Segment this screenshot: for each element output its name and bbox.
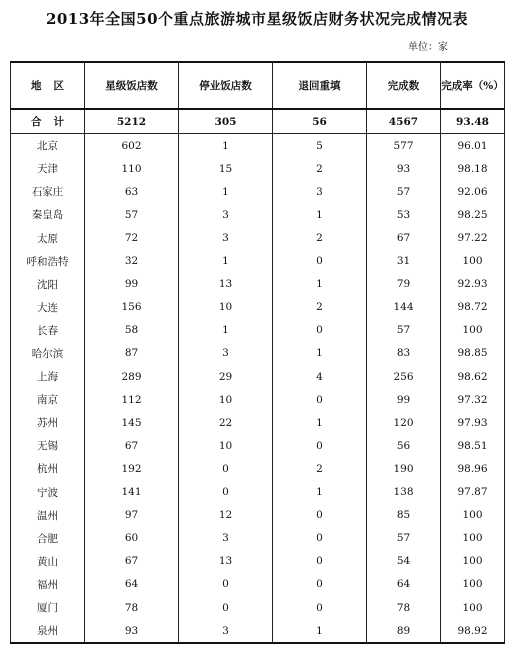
header-row — [11, 62, 505, 109]
table-row — [11, 273, 505, 296]
cell-rate: 98.51 — [441, 434, 505, 457]
cell-rate: 97.93 — [441, 411, 505, 434]
table-row — [11, 596, 505, 619]
cell-completed: 64 — [367, 573, 441, 596]
cell-completed: 120 — [367, 411, 441, 434]
cell-region: 福州 — [11, 573, 85, 596]
cell-closed: 10 — [179, 296, 273, 319]
cell-star-hotels: 67 — [85, 550, 179, 573]
cell-returned: 2 — [273, 226, 367, 249]
table-header — [11, 62, 505, 109]
cell-closed: 0 — [179, 457, 273, 480]
cell-rate: 98.92 — [441, 619, 505, 643]
cell-completed: 57 — [367, 527, 441, 550]
table-row — [11, 550, 505, 573]
cell-completed: 79 — [367, 273, 441, 296]
cell-rate: 96.01 — [441, 134, 505, 158]
table-row — [11, 434, 505, 457]
cell-returned: 2 — [273, 296, 367, 319]
header-star-hotels: 星级饭店数 — [85, 62, 179, 109]
cell-returned: 0 — [273, 388, 367, 411]
cell-returned: 1 — [273, 342, 367, 365]
table-row — [11, 296, 505, 319]
cell-returned: 1 — [273, 481, 367, 504]
cell-returned: 5 — [273, 134, 367, 158]
cell-closed: 12 — [179, 504, 273, 527]
cell-rate: 100 — [441, 527, 505, 550]
cell-rate: 97.22 — [441, 226, 505, 249]
header-closed: 停业饭店数 — [179, 62, 273, 109]
cell-star-hotels: 5212 — [85, 109, 179, 134]
cell-star-hotels: 145 — [85, 411, 179, 434]
table-row — [11, 203, 505, 226]
cell-region: 太原 — [11, 226, 85, 249]
cell-region: 泉州 — [11, 619, 85, 643]
cell-closed: 29 — [179, 365, 273, 388]
cell-closed: 3 — [179, 619, 273, 643]
cell-returned: 0 — [273, 434, 367, 457]
table-row — [11, 157, 505, 180]
cell-returned: 2 — [273, 457, 367, 480]
cell-closed: 13 — [179, 550, 273, 573]
cell-region: 哈尔滨 — [11, 342, 85, 365]
cell-region: 南京 — [11, 388, 85, 411]
cell-closed: 1 — [179, 250, 273, 273]
cell-returned: 0 — [273, 550, 367, 573]
cell-rate: 100 — [441, 596, 505, 619]
cell-region: 上海 — [11, 365, 85, 388]
cell-star-hotels: 112 — [85, 388, 179, 411]
cell-rate: 92.06 — [441, 180, 505, 203]
cell-returned: 0 — [273, 504, 367, 527]
cell-closed: 0 — [179, 596, 273, 619]
header-completed: 完成数 — [367, 62, 441, 109]
cell-star-hotels: 141 — [85, 481, 179, 504]
cell-star-hotels: 60 — [85, 527, 179, 550]
cell-star-hotels: 72 — [85, 226, 179, 249]
cell-star-hotels: 156 — [85, 296, 179, 319]
cell-returned: 0 — [273, 319, 367, 342]
cell-completed: 93 — [367, 157, 441, 180]
cell-completed: 99 — [367, 388, 441, 411]
cell-completed: 78 — [367, 596, 441, 619]
cell-completed: 57 — [367, 319, 441, 342]
table-row — [11, 411, 505, 434]
cell-star-hotels: 289 — [85, 365, 179, 388]
header-region: 地区 — [11, 62, 85, 109]
cell-returned: 0 — [273, 573, 367, 596]
cell-completed: 4567 — [367, 109, 441, 134]
cell-returned: 3 — [273, 180, 367, 203]
cell-star-hotels: 58 — [85, 319, 179, 342]
cell-returned: 1 — [273, 411, 367, 434]
cell-completed: 144 — [367, 296, 441, 319]
cell-star-hotels: 78 — [85, 596, 179, 619]
cell-region: 宁波 — [11, 481, 85, 504]
total-row — [11, 109, 505, 134]
cell-returned: 56 — [273, 109, 367, 134]
cell-region: 合肥 — [11, 527, 85, 550]
table-row — [11, 619, 505, 643]
cell-region: 秦皇岛 — [11, 203, 85, 226]
cell-star-hotels: 99 — [85, 273, 179, 296]
cell-returned: 2 — [273, 157, 367, 180]
cell-closed: 0 — [179, 481, 273, 504]
cell-star-hotels: 110 — [85, 157, 179, 180]
cell-closed: 1 — [179, 180, 273, 203]
cell-region: 沈阳 — [11, 273, 85, 296]
cell-rate: 100 — [441, 550, 505, 573]
cell-returned: 1 — [273, 273, 367, 296]
cell-rate: 98.62 — [441, 365, 505, 388]
table-row — [11, 134, 505, 158]
cell-closed: 10 — [179, 434, 273, 457]
cell-completed: 190 — [367, 457, 441, 480]
cell-returned: 0 — [273, 596, 367, 619]
table-row — [11, 365, 505, 388]
header-rate: 完成率（%） — [441, 62, 505, 109]
cell-region: 无锡 — [11, 434, 85, 457]
cell-region: 黄山 — [11, 550, 85, 573]
cell-rate: 100 — [441, 319, 505, 342]
page-title: 2013年全国50个重点旅游城市星级饭店财务状况完成情况表 — [45, 10, 469, 28]
cell-region: 温州 — [11, 504, 85, 527]
cell-rate: 92.93 — [441, 273, 505, 296]
table-row — [11, 573, 505, 596]
table-row — [11, 504, 505, 527]
cell-star-hotels: 602 — [85, 134, 179, 158]
cell-returned: 0 — [273, 527, 367, 550]
table-row — [11, 250, 505, 273]
cell-region: 石家庄 — [11, 180, 85, 203]
cell-closed: 15 — [179, 157, 273, 180]
cell-rate: 100 — [441, 250, 505, 273]
cell-completed: 56 — [367, 434, 441, 457]
cell-rate: 100 — [441, 573, 505, 596]
cell-rate: 98.85 — [441, 342, 505, 365]
cell-star-hotels: 64 — [85, 573, 179, 596]
cell-closed: 10 — [179, 388, 273, 411]
cell-star-hotels: 63 — [85, 180, 179, 203]
cell-star-hotels: 57 — [85, 203, 179, 226]
cell-region: 长春 — [11, 319, 85, 342]
cell-star-hotels: 32 — [85, 250, 179, 273]
cell-completed: 138 — [367, 481, 441, 504]
cell-returned: 1 — [273, 619, 367, 643]
cell-completed: 83 — [367, 342, 441, 365]
cell-completed: 54 — [367, 550, 441, 573]
cell-rate: 93.48 — [441, 109, 505, 134]
cell-completed: 89 — [367, 619, 441, 643]
cell-region: 大连 — [11, 296, 85, 319]
cell-rate: 98.96 — [441, 457, 505, 480]
table-row — [11, 180, 505, 203]
cell-region: 合计 — [11, 109, 85, 134]
cell-region: 杭州 — [11, 457, 85, 480]
cell-closed: 3 — [179, 527, 273, 550]
cell-rate: 98.18 — [441, 157, 505, 180]
table-row — [11, 481, 505, 504]
unit-label: 单位：家 — [408, 42, 448, 53]
cell-region: 厦门 — [11, 596, 85, 619]
table-row — [11, 342, 505, 365]
cell-closed: 22 — [179, 411, 273, 434]
cell-rate: 97.32 — [441, 388, 505, 411]
cell-rate: 97.87 — [441, 481, 505, 504]
cell-returned: 1 — [273, 203, 367, 226]
cell-star-hotels: 97 — [85, 504, 179, 527]
cell-closed: 3 — [179, 226, 273, 249]
table-row — [11, 457, 505, 480]
cell-closed: 305 — [179, 109, 273, 134]
cell-closed: 0 — [179, 573, 273, 596]
table-row — [11, 319, 505, 342]
cell-completed: 31 — [367, 250, 441, 273]
table-row — [11, 527, 505, 550]
cell-returned: 4 — [273, 365, 367, 388]
header-returned: 退回重填 — [273, 62, 367, 109]
table-row — [11, 226, 505, 249]
cell-region: 苏州 — [11, 411, 85, 434]
table-row — [11, 388, 505, 411]
cell-returned: 0 — [273, 250, 367, 273]
cell-star-hotels: 87 — [85, 342, 179, 365]
cell-completed: 577 — [367, 134, 441, 158]
cell-rate: 98.72 — [441, 296, 505, 319]
cell-rate: 98.25 — [441, 203, 505, 226]
table-body — [11, 109, 505, 643]
cell-star-hotels: 192 — [85, 457, 179, 480]
cell-closed: 3 — [179, 342, 273, 365]
cell-completed: 57 — [367, 180, 441, 203]
cell-closed: 1 — [179, 319, 273, 342]
cell-star-hotels: 67 — [85, 434, 179, 457]
cell-closed: 3 — [179, 203, 273, 226]
cell-completed: 256 — [367, 365, 441, 388]
cell-region: 北京 — [11, 134, 85, 158]
cell-closed: 13 — [179, 273, 273, 296]
cell-region: 天津 — [11, 157, 85, 180]
hotel-finance-table — [10, 61, 505, 644]
cell-closed: 1 — [179, 134, 273, 158]
cell-completed: 85 — [367, 504, 441, 527]
cell-completed: 67 — [367, 226, 441, 249]
cell-star-hotels: 93 — [85, 619, 179, 643]
cell-region: 呼和浩特 — [11, 250, 85, 273]
cell-rate: 100 — [441, 504, 505, 527]
cell-completed: 53 — [367, 203, 441, 226]
